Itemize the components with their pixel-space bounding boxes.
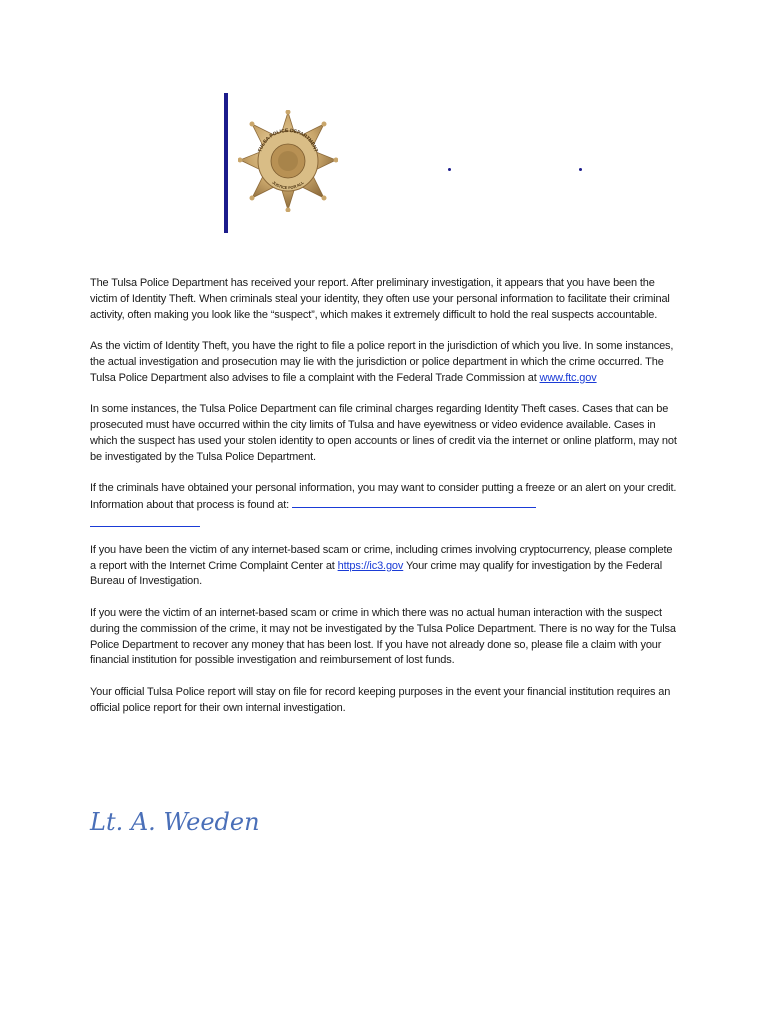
paragraph-right-to-file <box>90 339 678 386</box>
paragraph-internet-scam-text-end: Your crime may qualify for investigation by the Federal Bureau of Investigation. <box>90 559 663 588</box>
svg-text:JUSTICE FOR ALL: JUSTICE FOR ALL <box>271 179 305 191</box>
credit-info-link-blank[interactable] <box>292 497 536 508</box>
svg-text:Lt. A. Weeden: Lt. A. Weeden <box>90 808 260 836</box>
paragraph-credit-freeze <box>90 481 678 527</box>
header-divider-bar <box>224 93 228 233</box>
signature <box>88 800 388 850</box>
svg-text:TULSA POLICE DEPARTMENT: TULSA POLICE DEPARTMENT <box>257 127 319 154</box>
paragraph-right-to-file-text: As the victim of Identity Theft, you have the right to file a police report in the jurisdiction of which you live. In some instances, the actual investigation and prosecution may lie with the jurisdiction or police department in which the crime occurred. The Tulsa Police Department also advises to file a complaint with the Federal Trade Commission at <box>90 340 674 384</box>
letter-body <box>90 276 678 732</box>
paragraph-no-human-interaction: If you were the victim of an internet-based scam or crime in which there was no actual human interaction with the suspect during the commission of the crime, it may not be investigated by the Tulsa Police Department. There is no way for the Tulsa Police Department to recover any money that has been lost. If you have not already done so, please file a claim with your financial institution for possible investigation and reimbursement of lost funds. <box>90 606 676 667</box>
paragraph-internet-scam <box>90 543 678 590</box>
paragraph-criminal-charges: In some instances, the Tulsa Police Department can file criminal charges regarding Identity Theft cases. Cases that can be prosecuted must have occurred within the city limits of Tulsa and have eyewitness or video evidence available. Cases in which the suspect has used your stolen identity to open accounts or lines of credit via the internet or online platform, may not be investigated by the Tulsa Police Department. <box>90 403 677 463</box>
paragraph-report-received: The Tulsa Police Department has received your report. After preliminary investigation, it appears that you have been the victim of Identity Theft. When criminals steal your identity, they often use your personal information to facilitate their criminal activity, often making you look like the “suspect”, which makes it extremely difficult to hold the real suspects accountable. <box>90 277 670 321</box>
paragraph-credit-freeze-text: If the criminals have obtained your personal information, you may want to consider putting a freeze or an alert on your credit. Information about that process is found at: <box>90 482 677 512</box>
header-dot-right <box>579 168 582 171</box>
paragraph-report-on-file: Your official Tulsa Police report will stay on file for record keeping purposes in the event your financial institution requires an official police report for their own internal investigation. <box>90 685 671 714</box>
ic3-link[interactable]: https://ic3.gov <box>337 559 404 572</box>
credit-info-link-blank-continued[interactable] <box>90 514 200 527</box>
police-badge-logo <box>238 110 338 212</box>
paragraph-internet-scam-text: If you have been the victim of any internet-based scam or crime, including crimes involving cryptocurrency, please complete a report with the Internet Crime Complaint Center at <box>90 543 673 572</box>
header-dot-left <box>448 168 451 171</box>
ftc-link[interactable]: www.ftc.gov <box>539 371 597 384</box>
